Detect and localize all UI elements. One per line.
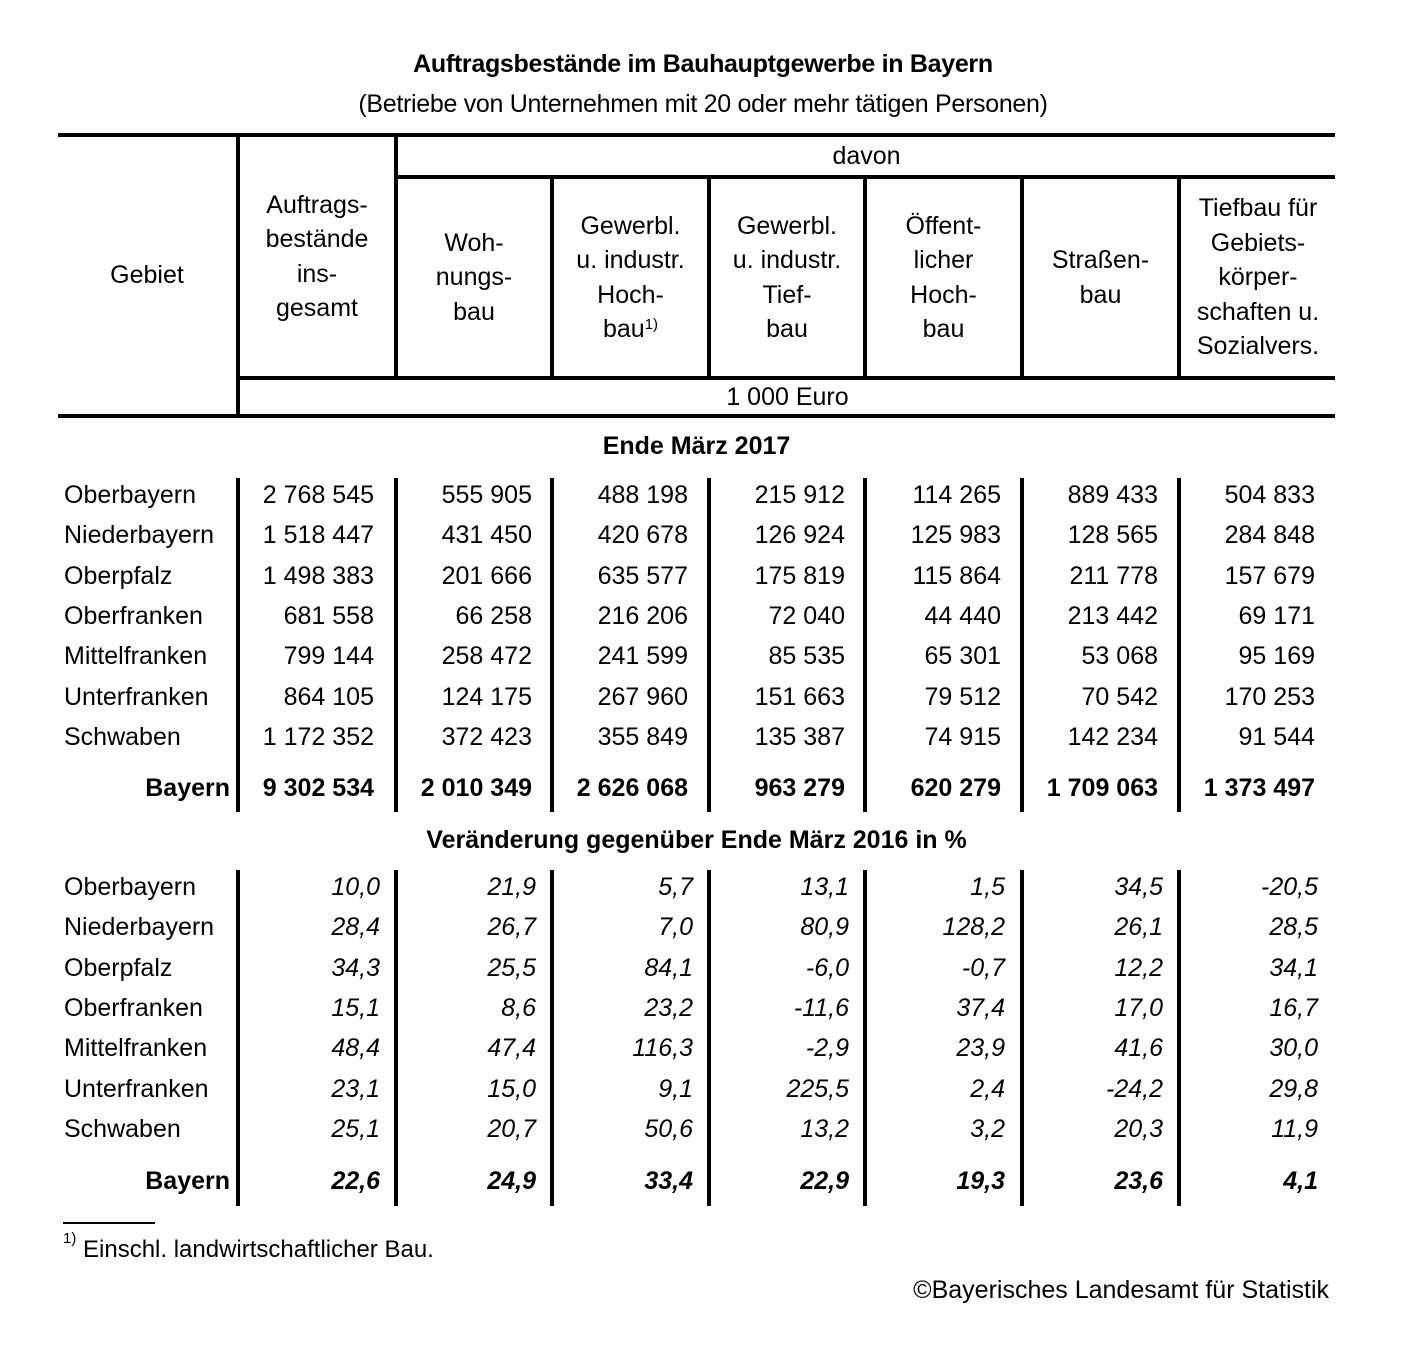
- table-cell: 50,6: [644, 1114, 693, 1143]
- table-cell: 4,1: [1283, 1167, 1318, 1195]
- table-cell: 12,2: [1114, 953, 1163, 982]
- table-cell: 25,1: [331, 1114, 380, 1143]
- table-cell: 126 924: [754, 521, 845, 550]
- table-cell: 15,1: [331, 993, 380, 1022]
- table-cell: 80,9: [800, 913, 849, 942]
- table-cell: 41,6: [1114, 1034, 1163, 1063]
- table-cell: 20,7: [487, 1114, 536, 1143]
- table-cell: 889 433: [1067, 481, 1158, 509]
- table-cell: 25,5: [487, 953, 536, 982]
- table-cell: 555 905: [441, 481, 532, 509]
- header-line: Woh-: [444, 228, 504, 257]
- region-label: Bayern: [145, 774, 230, 802]
- header-line: Straßen-: [1051, 246, 1150, 274]
- table-row: [58, 723, 1335, 763]
- footnote-mark: 1): [644, 316, 659, 333]
- header-line: Öffent-: [905, 211, 982, 240]
- table-cell: 79 512: [924, 682, 1001, 711]
- header-insgesamt: [240, 137, 394, 376]
- table-cell: 116,3: [632, 1034, 693, 1063]
- table-cell: 85 535: [768, 642, 845, 671]
- table-cell: 91 544: [1238, 722, 1315, 751]
- table-cell: 488 198: [597, 481, 688, 509]
- table-cell: 175 819: [754, 561, 845, 590]
- table-cell: 2 768 545: [262, 481, 374, 509]
- header-line: Hoch-: [910, 280, 977, 309]
- header-line: gesamt: [276, 294, 358, 322]
- header-line: körper-: [1218, 263, 1298, 292]
- table-cell: 620 279: [910, 774, 1001, 802]
- region-label: Niederbayern: [64, 521, 215, 550]
- table-cell: 11,9: [1271, 1114, 1318, 1143]
- table-cell: 284 848: [1224, 521, 1315, 550]
- table-row: [58, 521, 1335, 561]
- table-cell: 372 423: [441, 722, 532, 751]
- header-line: bestände: [265, 225, 369, 253]
- region-label: Schwaben: [64, 1114, 181, 1143]
- table-cell: 23,2: [644, 993, 693, 1022]
- table-cell: 74 915: [924, 722, 1001, 751]
- region-label: Niederbayern: [64, 913, 215, 942]
- table-cell: 23,9: [956, 1034, 1005, 1063]
- table-cell: -0,7: [961, 953, 1005, 982]
- table-cell: 37,4: [956, 993, 1005, 1022]
- table-cell: 9,1: [658, 1074, 693, 1103]
- header-line: bau: [766, 315, 808, 343]
- table-cell: 95 169: [1238, 642, 1315, 671]
- table-cell: 213 442: [1067, 601, 1158, 630]
- footnote: [63, 1230, 434, 1264]
- header-gebiet-label: Gebiet: [110, 261, 184, 290]
- header-line: ins-: [296, 259, 338, 288]
- table-cell: 128,2: [942, 913, 1005, 942]
- table-cell: 34,3: [331, 953, 380, 982]
- table-cell: 258 472: [441, 642, 532, 671]
- header-line: Gewerbl.: [580, 211, 681, 240]
- table-cell: 504 833: [1224, 481, 1315, 509]
- header-oeffentlicher-hochbau: [867, 179, 1020, 376]
- table-cell: 142 234: [1067, 722, 1158, 751]
- section-title-change: Veränderung gegenüber Ende März 2016 in %: [426, 826, 967, 854]
- header-wohnungsbau: [398, 179, 550, 376]
- header-davon-label: davon: [832, 141, 901, 170]
- table-cell: 125 983: [910, 521, 1001, 550]
- header-line-text: bau: [602, 315, 645, 343]
- table-cell: 22,6: [331, 1167, 380, 1195]
- table-cell: 29,8: [1269, 1074, 1318, 1103]
- table-cell: 48,4: [331, 1034, 380, 1063]
- region-label: Unterfranken: [64, 1074, 209, 1103]
- section-title-absolute: Ende März 2017: [602, 432, 791, 460]
- table-cell: 128 565: [1067, 521, 1158, 550]
- header-line: u. industr.: [576, 246, 685, 274]
- table-cell: 635 577: [597, 561, 688, 590]
- table-row: [58, 954, 1335, 994]
- table-cell: 420 678: [597, 521, 688, 550]
- table-row: [58, 562, 1335, 602]
- table-cell: -24,2: [1106, 1074, 1163, 1103]
- header-davon: [398, 137, 1335, 175]
- table-cell: 1 172 352: [262, 722, 374, 751]
- table-cell: 431 450: [441, 521, 532, 550]
- table-cell: 26,7: [487, 913, 536, 942]
- table-cell: 66 258: [455, 601, 532, 630]
- table-cell: -20,5: [1261, 873, 1318, 901]
- table-cell: 681 558: [283, 601, 374, 630]
- header-line: bau: [453, 297, 495, 326]
- table-cell: 30,0: [1269, 1034, 1318, 1063]
- header-line: bau: [1079, 280, 1122, 309]
- header-line: Gebiets-: [1210, 228, 1306, 257]
- table-cell: 19,3: [956, 1167, 1005, 1195]
- table-cell: 9 302 534: [262, 774, 374, 802]
- table-cell: 53 068: [1081, 642, 1158, 671]
- region-label: Mittelfranken: [64, 1034, 208, 1063]
- region-label: Oberfranken: [64, 993, 203, 1022]
- copyright: ©Bayerisches Landesamt für Statistik: [913, 1276, 1329, 1304]
- table-cell: 84,1: [644, 953, 693, 982]
- table-cell: -11,6: [793, 993, 849, 1022]
- table-cell: 16,7: [1269, 993, 1318, 1022]
- table-cell: 864 105: [283, 682, 374, 711]
- table-cell: 7,0: [658, 913, 693, 942]
- table-row: [58, 683, 1335, 723]
- header-line: licher: [913, 246, 974, 274]
- table-cell: 33,4: [644, 1167, 693, 1195]
- table-subtitle: (Betriebe von Unternehmen mit 20 oder mehr tätigen Personen): [358, 90, 1048, 118]
- table-cell: 267 960: [597, 682, 688, 711]
- table-cell: 10,0: [331, 873, 380, 901]
- header-gebiet: [58, 137, 236, 414]
- table-cell: 17,0: [1114, 993, 1163, 1022]
- table-cell: 1 373 497: [1203, 774, 1315, 802]
- region-label: Oberpfalz: [64, 561, 173, 590]
- footnote-mark: 1): [63, 1230, 77, 1247]
- table-cell: 26,1: [1114, 913, 1163, 942]
- table-cell: 355 849: [597, 722, 688, 751]
- region-label: Schwaben: [64, 722, 181, 751]
- header-line: schaften u.: [1196, 297, 1320, 326]
- table-cell: 1 498 383: [262, 561, 374, 590]
- table-cell: 5,7: [658, 873, 693, 901]
- table-cell: 215 912: [754, 481, 845, 509]
- table-cell: 44 440: [924, 601, 1001, 630]
- table-cell: 170 253: [1224, 682, 1315, 711]
- table-row: [58, 1034, 1335, 1074]
- table-cell: -2,9: [805, 1034, 849, 1063]
- table-row: [58, 913, 1335, 953]
- table-row: [58, 481, 1335, 521]
- header-strassenbau: [1024, 179, 1177, 376]
- table-cell: 3,2: [970, 1114, 1005, 1143]
- table-cell: 2 010 349: [420, 774, 532, 802]
- table-cell: 799 144: [283, 642, 374, 671]
- table-cell: 34,1: [1269, 953, 1318, 982]
- table-cell: 22,9: [800, 1167, 849, 1195]
- table-cell: 2 626 068: [576, 774, 688, 802]
- table-cell: 28,4: [331, 913, 380, 942]
- header-bottom-rule: [58, 414, 1335, 418]
- table-cell: 23,1: [331, 1074, 380, 1103]
- region-label: Oberbayern: [64, 481, 197, 509]
- header-line: u. industr.: [732, 246, 842, 274]
- table-cell: 65 301: [924, 642, 1001, 671]
- region-label: Mittelfranken: [64, 642, 208, 671]
- table-cell: 34,5: [1114, 873, 1163, 901]
- table-cell: 963 279: [754, 774, 845, 802]
- table-cell: 157 679: [1224, 561, 1315, 590]
- header-line: Gewerbl.: [736, 211, 838, 240]
- header-line: Sozialvers.: [1196, 332, 1320, 361]
- header-gewerbl-hochbau: [554, 179, 707, 376]
- header-tiefbau-gebietskoerperschaften: [1181, 179, 1335, 376]
- region-label: Bayern: [145, 1167, 230, 1195]
- table-cell: 1 518 447: [262, 521, 374, 550]
- table-cell: 151 663: [754, 682, 845, 711]
- table-row: [58, 994, 1335, 1034]
- table-cell: 216 206: [597, 601, 688, 630]
- table-cell: 135 387: [754, 722, 845, 751]
- table-row: [58, 1075, 1335, 1115]
- header-line: [603, 312, 658, 347]
- table-cell: 20,3: [1114, 1114, 1163, 1143]
- table-cell: 211 778: [1069, 561, 1158, 590]
- table-cell: 201 666: [441, 561, 532, 590]
- header-line: Tiefbau für: [1198, 194, 1318, 223]
- table-cell: 124 175: [441, 682, 532, 711]
- table-cell: 13,2: [800, 1114, 849, 1143]
- table-cell: 114 265: [912, 481, 1001, 509]
- header-line: bau: [922, 315, 965, 343]
- region-label: Oberfranken: [64, 601, 203, 630]
- table-row: [58, 873, 1335, 913]
- table-cell: 13,1: [800, 873, 849, 901]
- table-cell: 21,9: [487, 873, 536, 901]
- table-cell: 72 040: [768, 601, 845, 630]
- header-line: Auftrags-: [266, 190, 368, 219]
- table-title: Auftragsbestände im Bauhauptgewerbe in Bayern: [413, 50, 993, 78]
- table-cell: 47,4: [487, 1034, 536, 1063]
- table-row: [58, 1115, 1335, 1155]
- table-total-row: [58, 1167, 1335, 1207]
- table-cell: 70 542: [1081, 682, 1158, 711]
- header-line: Hoch-: [597, 280, 664, 309]
- header-line: Tief-: [762, 280, 812, 309]
- header-gewerbl-tiefbau: [711, 179, 863, 376]
- table-cell: 1 709 063: [1046, 774, 1158, 802]
- footnote-text: Einschl. landwirtschaftlicher Bau.: [83, 1236, 434, 1263]
- region-label: Oberbayern: [64, 873, 197, 901]
- table-cell: 15,0: [487, 1074, 536, 1103]
- table-cell: 69 171: [1238, 601, 1315, 630]
- table-cell: 1,5: [970, 873, 1005, 901]
- table-cell: 23,6: [1114, 1167, 1163, 1195]
- table-cell: 24,9: [487, 1167, 536, 1195]
- table-total-row: [58, 774, 1335, 814]
- table-cell: 8,6: [501, 993, 536, 1022]
- table-cell: -6,0: [805, 953, 849, 982]
- table-cell: 241 599: [597, 642, 688, 671]
- table-row: [58, 642, 1335, 682]
- region-label: Unterfranken: [64, 682, 209, 711]
- table-cell: 28,5: [1269, 913, 1318, 942]
- region-label: Oberpfalz: [64, 953, 173, 982]
- table-cell: 115 864: [912, 561, 1001, 590]
- header-unit: [240, 380, 1335, 414]
- table-cell: 225,5: [786, 1074, 849, 1103]
- header-line: nungs-: [435, 263, 513, 292]
- table-row: [58, 602, 1335, 642]
- header-unit-label: 1 000 Euro: [726, 382, 849, 411]
- table-cell: 2,4: [970, 1074, 1005, 1103]
- footnote-rule: [63, 1222, 155, 1224]
